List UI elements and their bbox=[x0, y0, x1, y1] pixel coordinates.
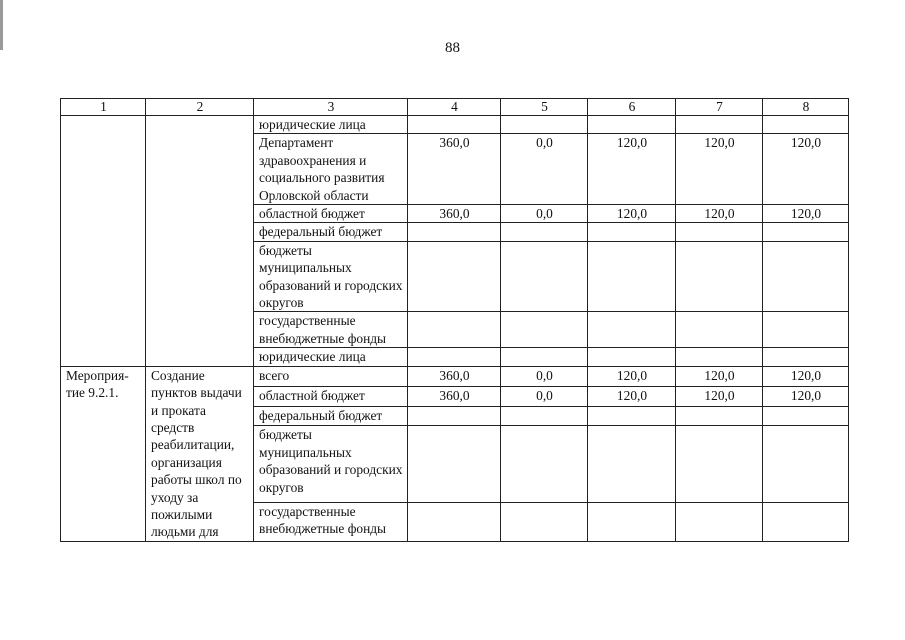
value-cell bbox=[588, 348, 676, 366]
value-cell: 120,0 bbox=[588, 366, 676, 386]
source-label: областной бюджет bbox=[254, 205, 408, 223]
value-cell bbox=[763, 502, 849, 541]
header-row bbox=[61, 99, 849, 116]
column-header: 2 bbox=[146, 99, 254, 116]
value-cell bbox=[588, 116, 676, 134]
value-cell bbox=[408, 241, 501, 312]
value-cell: 120,0 bbox=[763, 366, 849, 386]
column-header: 8 bbox=[763, 99, 849, 116]
value-cell bbox=[676, 116, 763, 134]
source-label: бюджеты муниципальных образований и городских округов bbox=[254, 241, 408, 312]
column-header: 5 bbox=[501, 99, 588, 116]
value-cell: 120,0 bbox=[676, 386, 763, 406]
value-cell bbox=[501, 241, 588, 312]
source-label: государственные внебюджетные фонды bbox=[254, 502, 408, 541]
value-cell: 360,0 bbox=[408, 386, 501, 406]
value-cell bbox=[408, 116, 501, 134]
value-cell bbox=[763, 348, 849, 366]
column-header: 4 bbox=[408, 99, 501, 116]
source-label: государственные внебюджетные фонды bbox=[254, 312, 408, 348]
value-cell bbox=[676, 312, 763, 348]
value-cell bbox=[501, 406, 588, 426]
value-cell: 120,0 bbox=[763, 386, 849, 406]
value-cell bbox=[676, 426, 763, 502]
value-cell: 120,0 bbox=[588, 386, 676, 406]
value-cell bbox=[408, 312, 501, 348]
source-label: всего bbox=[254, 366, 408, 386]
value-cell bbox=[501, 223, 588, 241]
value-cell: 120,0 bbox=[588, 134, 676, 205]
value-cell bbox=[763, 241, 849, 312]
table-row bbox=[61, 366, 849, 386]
source-label: юридические лица bbox=[254, 116, 408, 134]
value-cell bbox=[763, 312, 849, 348]
value-cell bbox=[408, 348, 501, 366]
value-cell: 360,0 bbox=[408, 205, 501, 223]
value-cell bbox=[763, 406, 849, 426]
value-cell bbox=[501, 348, 588, 366]
table-row bbox=[61, 116, 849, 134]
value-cell: 120,0 bbox=[763, 134, 849, 205]
value-cell bbox=[676, 348, 763, 366]
value-cell bbox=[676, 223, 763, 241]
source-label: областной бюджет bbox=[254, 386, 408, 406]
source-label: бюджеты муниципальных образований и городских округов bbox=[254, 426, 408, 502]
column-header: 3 bbox=[254, 99, 408, 116]
value-cell bbox=[588, 502, 676, 541]
source-label: Департамент здравоохранения и социального развития Орловской области bbox=[254, 134, 408, 205]
value-cell bbox=[408, 223, 501, 241]
value-cell bbox=[501, 502, 588, 541]
value-cell bbox=[676, 502, 763, 541]
value-cell bbox=[763, 426, 849, 502]
value-cell: 0,0 bbox=[501, 366, 588, 386]
value-cell bbox=[408, 426, 501, 502]
value-cell bbox=[676, 406, 763, 426]
value-cell bbox=[763, 116, 849, 134]
value-cell: 360,0 bbox=[408, 366, 501, 386]
value-cell: 120,0 bbox=[676, 134, 763, 205]
value-cell: 0,0 bbox=[501, 134, 588, 205]
page-number: 88 bbox=[445, 40, 460, 56]
source-label: федеральный бюджет bbox=[254, 406, 408, 426]
value-cell bbox=[676, 241, 763, 312]
value-cell: 0,0 bbox=[501, 386, 588, 406]
value-cell: 120,0 bbox=[763, 205, 849, 223]
column-header: 1 bbox=[61, 99, 146, 116]
value-cell: 0,0 bbox=[501, 205, 588, 223]
source-label: юридические лица bbox=[254, 348, 408, 366]
value-cell bbox=[501, 426, 588, 502]
value-cell bbox=[408, 406, 501, 426]
group1-col1-cell bbox=[61, 116, 146, 367]
measure-description-cell: Создание пунктов выдачи и проката средств реабилитации, организация работы школ по уходу за пожилыми людьми для bbox=[146, 366, 254, 541]
value-cell bbox=[408, 502, 501, 541]
value-cell bbox=[501, 312, 588, 348]
program-financing-table bbox=[60, 98, 849, 542]
source-label: федеральный бюджет bbox=[254, 223, 408, 241]
measure-id-cell: Мероприя-тие 9.2.1. bbox=[61, 366, 146, 541]
column-header: 6 bbox=[588, 99, 676, 116]
value-cell: 120,0 bbox=[588, 205, 676, 223]
value-cell: 360,0 bbox=[408, 134, 501, 205]
value-cell bbox=[501, 116, 588, 134]
group1-col2-cell bbox=[146, 116, 254, 367]
value-cell: 120,0 bbox=[676, 205, 763, 223]
value-cell bbox=[763, 223, 849, 241]
column-header: 7 bbox=[676, 99, 763, 116]
value-cell bbox=[588, 241, 676, 312]
value-cell bbox=[588, 426, 676, 502]
value-cell bbox=[588, 312, 676, 348]
value-cell bbox=[588, 223, 676, 241]
value-cell bbox=[588, 406, 676, 426]
value-cell: 120,0 bbox=[676, 366, 763, 386]
